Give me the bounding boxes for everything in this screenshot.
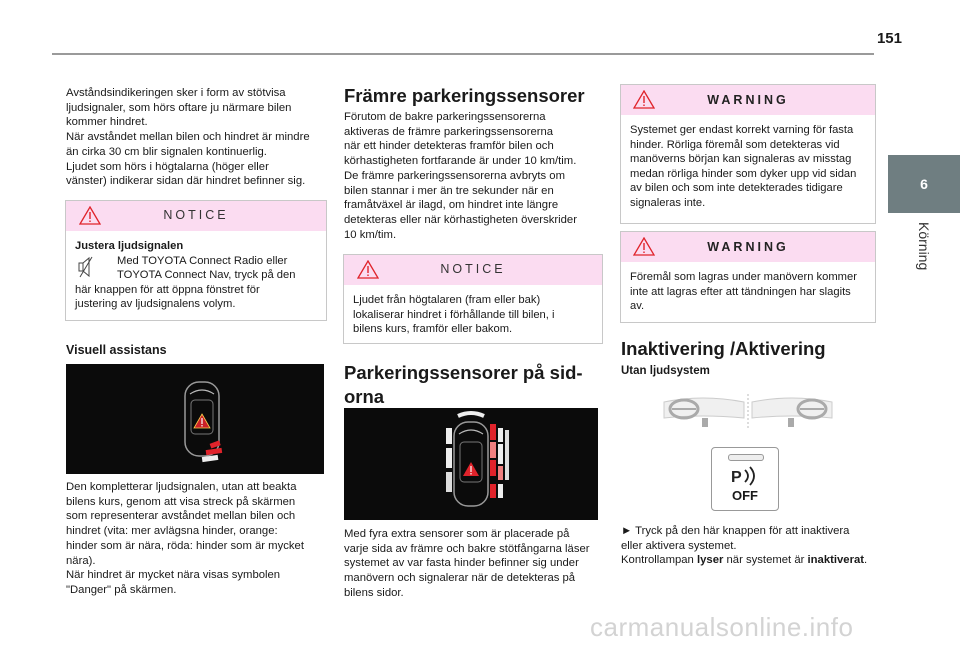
parking-sensor-icon xyxy=(729,464,763,488)
visual-assist-image xyxy=(66,364,324,474)
warning-box-stored-objects: WARNING Föremål som lagras under manövern kommer inte att lagras efter att tändningen har slagits av. xyxy=(620,231,876,323)
notice-line: bilens kurs, framför eller bakom. xyxy=(353,323,513,335)
notice-box-volume xyxy=(65,200,327,321)
section-heading-front-sensors: Främre parkeringssensorer xyxy=(344,85,585,106)
warning-box-fixed-obstacles: WARNING Systemet ger endast korrekt varning för fasta hinder. Rörliga föremål som detekteras vid manöverns början kan signaleras av misstag medan rörliga hinder som dyker upp vid sidan av bilen och som inte detekterades tidigare signaleras inte. xyxy=(620,84,876,224)
notice-line: här knappen för att öppna fönstret för xyxy=(75,283,260,296)
visual-assist-caption: Den kompletterar ljudsignalen, utan att beakta bilens kurs, genom att visa streck på skärmen som representerar avståndet mellan bilen och hindret (vita: mer avlägsna hinder, orange: hinder som är nära, röda: hinder som är mycket nära). När hindret är mycket nära visas symbolen "Danger" på skärmen. xyxy=(66,481,304,596)
notice-line: lokaliserar hindret i förhållande till bilen, i xyxy=(353,308,555,321)
subheading-no-audio: Utan ljudsystem xyxy=(621,365,710,377)
chapter-title-text: Körning xyxy=(916,222,932,271)
side-sensors-image xyxy=(344,408,598,520)
page-number: 151 xyxy=(876,30,902,47)
section-heading-visual: Visuell assistans xyxy=(66,343,167,357)
section-heading-deactivation: Inaktivering /Aktivering xyxy=(621,338,826,359)
notice-line: justering av ljudsignalens volym. xyxy=(75,298,236,310)
section-heading-side-sensors: Parkeringssensorer på sid- orna xyxy=(344,362,583,407)
notice-box-speaker xyxy=(343,254,603,344)
notice-label: NOTICE xyxy=(440,262,506,276)
warning-header xyxy=(621,232,875,262)
header-rule xyxy=(52,53,874,55)
park-assist-off-button[interactable] xyxy=(711,447,779,511)
notice-title: Justera ljudsignalen xyxy=(75,240,184,252)
chapter-title xyxy=(888,222,960,302)
front-sensors-paragraph: Förutom de bakre parkeringssensorerna aktiveras de främre parkeringssensorerna när ett hinder detekteras framför bilen och körhastigheten fortfarande är under 10 km/tim. De främre parkeringssensorerna avbryts om bilen stannar i mer än tre sekunder när en framåtväxel är ilagd, om hindret inte längre detekteras eller när körhastigheten överskrider 10 km/tim. xyxy=(344,111,577,241)
side-sensors-caption: Med fyra extra sensorer som är placerade på varje sida av främre och bakre stötfångarna läser systemet av var fasta hinder befinner sig under manövern och signalerar när de detekteras på bilens sidor. xyxy=(344,528,590,599)
notice-header xyxy=(66,201,326,231)
car-side-sensors-illustration xyxy=(344,408,598,520)
notice-header xyxy=(344,255,602,285)
svg-text:P: P xyxy=(731,469,742,486)
chapter-tab[interactable]: 6 xyxy=(888,155,960,213)
car-top-view-illustration xyxy=(66,364,324,474)
button-off-label: OFF xyxy=(732,488,758,503)
notice-line: TOYOTA Connect Nav, tryck på den xyxy=(117,269,296,281)
warning-header xyxy=(621,85,875,115)
notice-line: Med TOYOTA Connect Radio eller xyxy=(117,254,288,267)
indicator-lamp xyxy=(728,454,764,461)
notice-label: NOTICE xyxy=(163,208,229,222)
dashboard-steering-wheel-icons xyxy=(662,392,834,432)
warning-label: WARNING xyxy=(707,240,789,254)
warning-label: WARNING xyxy=(707,93,789,107)
notice-line: Ljudet från högtalaren (fram eller bak) xyxy=(353,294,541,306)
watermark: carmanualsonline.info xyxy=(590,612,854,642)
intro-paragraph: Avståndsindikeringen sker i form av stötvisa ljudsignaler, som hörs oftare ju närmare bilen kommer hindret. När avståndet mellan bilen och hindret är mindre än cirka 30 cm blir signalen kontinuerlig. Ljudet som hörs i högtalarna (höger eller vänster) indikerar sidan där hindret befinner sig. xyxy=(66,87,310,188)
deactivation-instruction: ► Tryck på den här knappen för att inaktivera eller aktivera systemet. Kontrollampan lyser när systemet är inaktiverat. xyxy=(621,525,868,567)
speaker-volume-icon xyxy=(77,255,95,279)
